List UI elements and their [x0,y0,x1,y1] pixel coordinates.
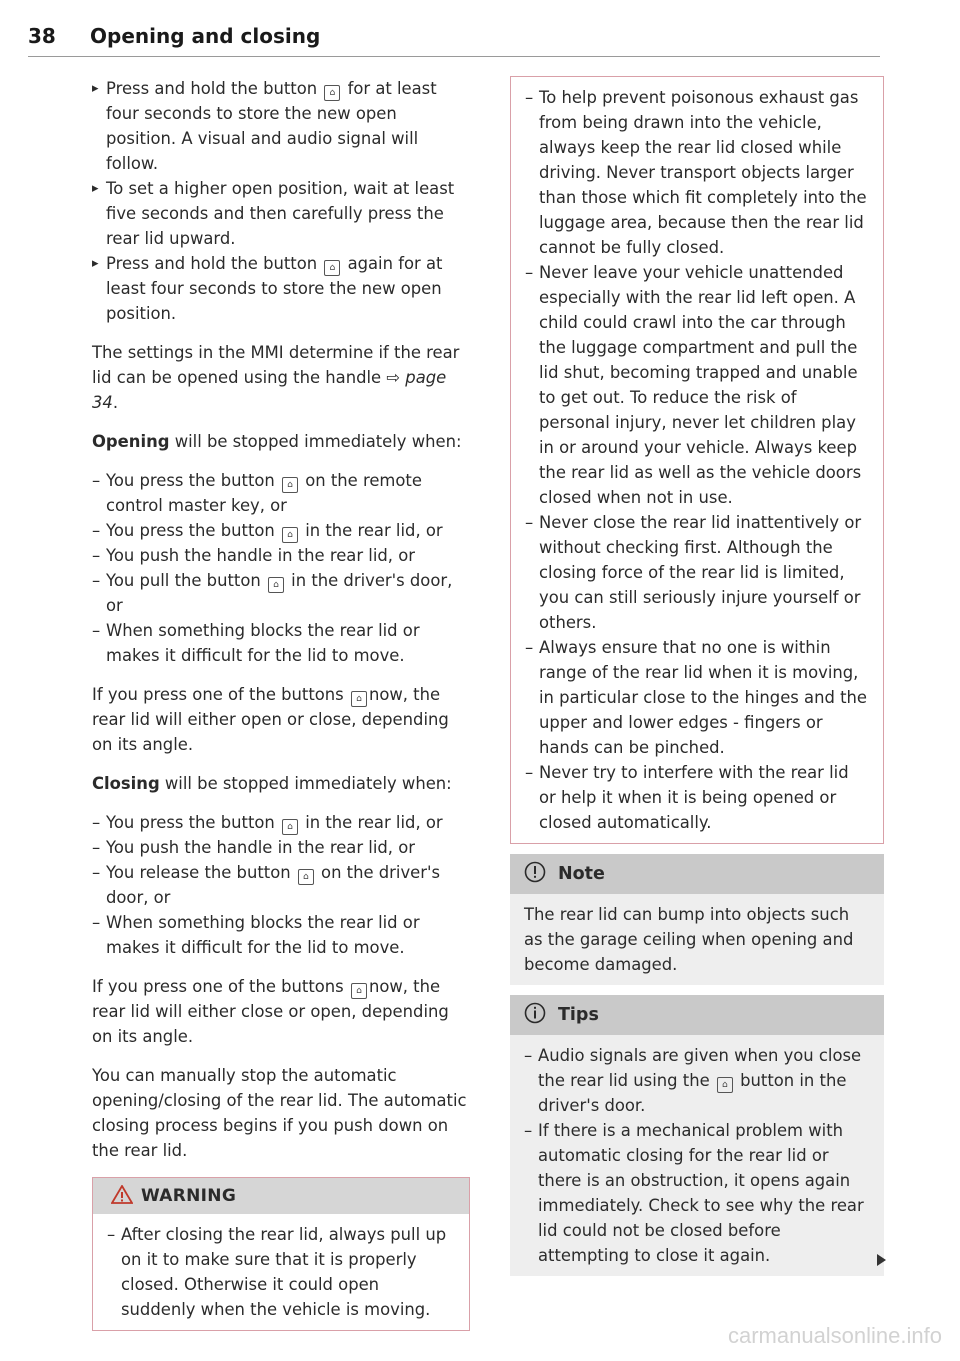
page-number: 38 [28,24,56,48]
note-body [510,894,884,985]
page-reference-link[interactable]: ⇨ page 34 [92,368,447,412]
warning-item: – To help prevent poisonous exhaust gas from being drawn into the vehicle, always keep the rear lid closed while driving. Never transport objects larger than those which fit completely into the luggage area, because then the rear lid cannot be fully closed. [525,85,869,260]
step-item: ▸ Press and hold the button ⌂ again for at least four seconds to store the new open position. [92,251,470,326]
mmi-paragraph: The settings in the MMI determine if the rear lid can be opened using the handle ⇨ page 34. [92,343,460,412]
step-item: ▸ Press and hold the button ⌂ for at least four seconds to store the new open position. A visual and audio signal will follow. [92,76,470,176]
tips-heading: Tips [510,995,884,1035]
rear-lid-button-icon: ⌂ [268,577,284,593]
warning-body [511,77,883,843]
warning-item: – Never close the rear lid inattentively or without checking first. Although the closing force of the rear lid is limited, you can still seriously injure yourself or others. [525,510,869,635]
opening-heading: Opening will be stopped immediately when: [92,432,462,451]
list-item: – You push the handle in the rear lid, or [92,543,470,568]
opening-list [92,468,470,668]
warning-item: – After closing the rear lid, always pull up on it to make sure that it is properly closed. Otherwise it could open suddenly when the vehicle is moving. [107,1222,455,1322]
warning-item: – Always ensure that no one is within range of the rear lid when it is moving, in particular close to the hinges and the upper and lower edges - fingers or hands can be pinched. [525,635,869,760]
manual-stop-paragraph: You can manually stop the automatic opening/closing of the rear lid. The automatic closing process begins if you push down on the rear lid. [92,1066,467,1160]
rear-lid-button-icon: ⌂ [282,527,298,543]
note-heading: Note [510,854,884,894]
page-header [28,22,880,57]
warning-body [93,1214,469,1330]
rear-lid-button-icon: ⌂ [324,260,340,276]
rear-lid-button-icon: ⌂ [351,983,367,999]
left-column [92,76,470,1331]
section-title: Opening and closing [90,24,321,48]
rear-lid-button-icon: ⌂ [282,477,298,493]
list-item: – You press the button ⌂ in the rear lid, or [92,810,470,835]
closing-heading: Closing will be stopped immediately when: [92,774,452,793]
watermark-logo [646,1319,942,1349]
note-box [510,854,884,985]
continue-arrow-icon [877,1254,886,1266]
warning-heading: WARNING [93,1178,469,1214]
list-item: – When something blocks the rear lid or makes it difficult for the lid to move. [92,618,470,668]
opening-after-paragraph: If you press one of the buttons ⌂ now, the rear lid will either open or close, depending on its angle. [92,685,449,754]
rear-lid-button-icon: ⌂ [282,819,298,835]
list-item: – You release the button ⌂ on the driver's door, or [92,860,470,910]
rear-lid-button-icon: ⌂ [298,869,314,885]
note-text: The rear lid can bump into objects such as the garage ceiling when opening and become damaged. [524,905,854,974]
warning-triangle-icon [111,1185,133,1204]
list-item: – You push the handle in the rear lid, or [92,835,470,860]
warning-continued-box [510,76,884,844]
rear-lid-button-icon: ⌂ [717,1077,733,1093]
rear-lid-button-icon: ⌂ [324,85,340,101]
list-item: – You pull the button ⌂ in the driver's door, or [92,568,470,618]
closing-after-paragraph: If you press one of the buttons ⌂ now, the rear lid will either close or open, depending on its angle. [92,977,449,1046]
tips-item: – If there is a mechanical problem with automatic closing for the rear lid or there is an obstruction, it opens again immediately. Check to see why the rear lid could not be closed before attempting to close it again. [524,1118,870,1268]
warning-item: – Never leave your vehicle unattended especially with the rear lid left open. A child could crawl into the car through the luggage compartment and pull the lid shut, becoming trapped and unable to get out. To reduce the risk of personal injury, never let children play in or around your vehicle. Always keep the rear lid as well as the vehicle doors closed when not in use. [525,260,869,510]
tips-body [510,1035,884,1276]
list-item: – When something blocks the rear lid or makes it difficult for the lid to move. [92,910,470,960]
info-circle-icon [524,1002,546,1024]
instruction-steps [92,76,470,326]
warning-box [92,1177,470,1331]
right-column [510,76,884,1276]
closing-list [92,810,470,960]
svg-text:carmanualsonline.info: carmanualsonline.info [727,1323,942,1348]
list-item: – You press the button ⌂ on the remote control master key, or [92,468,470,518]
tips-item: – Audio signals are given when you close the rear lid using the ⌂ button in the driver's door. [524,1043,870,1118]
list-item: – You press the button ⌂ in the rear lid, or [92,518,470,543]
tips-box [510,995,884,1276]
warning-item: – Never try to interfere with the rear lid or help it when it is being opened or closed automatically. [525,760,869,835]
rear-lid-button-icon: ⌂ [351,691,367,707]
step-item: ▸ To set a higher open position, wait at least five seconds and then carefully press the rear lid upward. [92,176,470,251]
exclamation-circle-icon [524,861,546,883]
